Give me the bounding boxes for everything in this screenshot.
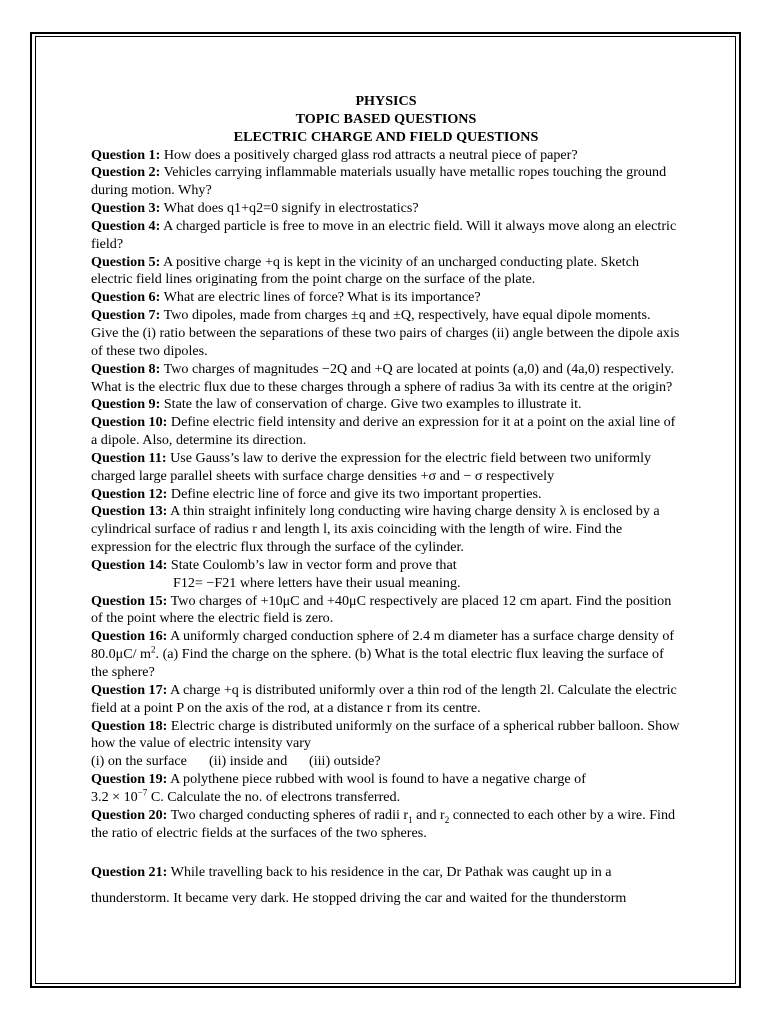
question-12: Question 12: Define electric line of force and give its two important properties. (91, 485, 542, 502)
question-6: Question 6: What are electric lines of force? What is its importance? (91, 289, 481, 306)
question-2: Question 2: Vehicles carrying inflammable materials usually have metallic ropes touching the ground during motion. Why? (91, 164, 667, 199)
question-4: Question 4: A charged particle is free to move in an electric field. Will it always move along an electric field? (91, 217, 677, 252)
question-20: Question 20: Two charged conducting spheres of radii $r_1$ and $r_2$ connected to each other by a wire. Find the ratio of electric fields at the surfaces of the two spheres. (91, 806, 676, 841)
question-16: Question 16: A uniformly charged conduction sphere of 2.4 m diameter has a surface charge density of 80.0μC/ $m^2$. (a) Find the charge on the sphere. (b) What is the total electric flux leaving the surface of the sphere? (91, 628, 675, 680)
question-21: Question 21: While travelling back to his residence in the car, Dr Pathak was caught up in a thunderstorm. It became very dark. He stopped driving the car and waited for the thunderstorm (91, 864, 627, 907)
question-11: Question 11: Use Gauss’s law to derive the expression for the electric field between two uniformly charged large parallel sheets with surface charge densities +σ and − σ respectively (91, 449, 652, 484)
question-13: Question 13: A thin straight infinitely long conducting wire having charge density λ is enclosed by a cylindrical surface of radius r and length l, its axis coinciding with the length of wire. Find the expression for the electric flux through the surface of the cylinder. (91, 503, 660, 556)
question-5: Question 5: A positive charge +q is kept in the vicinity of an uncharged conducting plate. Sketch electric field lines originating from the point charge on the surface of the plate. (91, 253, 639, 288)
document-body (91, 93, 681, 911)
question-10: Question 10: Define electric field intensity and derive an expression for it at a point on the axial line of a dipole. Also, determine its direction. (91, 414, 676, 449)
coulomb-vector-formula: F12= −F21 where letters have their usual meaning. (173, 574, 461, 591)
question-1: Question 1: How does a positively charged glass rod attracts a neutral piece of paper? (91, 146, 578, 163)
question-19: Question 19: A polythene piece rubbed with wool is found to have a negative charge of (91, 771, 586, 788)
minus-sign: − (206, 574, 215, 591)
question-3: Question 3: What does q1+q2=0 signify in electrostatics? (91, 200, 419, 217)
f12-vector: F12= (173, 574, 203, 591)
question-14: Question 14: State Coulomb’s law in vector form and prove that (91, 556, 457, 573)
question-9: Question 9: State the law of conservation of charge. Give two examples to illustrate it. (91, 396, 582, 413)
document-heading (91, 93, 681, 147)
spacer (91, 842, 681, 859)
topic-title: TOPIC BASED QUESTIONS (295, 110, 477, 127)
question-19-value: $3.2 \times 10^{-7}$ C. Calculate the no. of electrons transferred. (91, 787, 401, 805)
f21-vector: F21 (214, 574, 237, 591)
question-18: Question 18: Electric charge is distributed uniformly on the surface of a spherical rubber balloon. Show how the value of electric intensity vary (91, 717, 680, 752)
question-8: Question 8: Two charges of magnitudes −2Q and +Q are located at points (a,0) and (4a,0) respectively. What is the electric flux due to these charges through a sphere of radius 3a with its centre at the origin? (91, 360, 674, 395)
question-7: Question 7: Two dipoles, made from charges ±q and ±Q, respectively, have equal dipole moments. Give the (i) ratio between the separations of these two pairs of charges (ii) angle between the dipole axis of these two dipoles. (91, 307, 680, 359)
chapter-title: ELECTRIC CHARGE AND FIELD QUESTIONS (233, 128, 539, 145)
question-15: Question 15: Two charges of +10μC and +40μC respectively are placed 12 cm apart. Find the position of the point where the electric field is zero. (91, 592, 672, 627)
question-17: Question 17: A charge +q is distributed uniformly over a thin rod of the length 2l. Calculate the electric field at a point P on the axis of the rod, at a distance r from its centre. (91, 681, 677, 716)
question-18-options: (i) on the surface (ii) inside and (iii) outside? (91, 753, 381, 770)
subject-title: PHYSICS (355, 93, 417, 109)
